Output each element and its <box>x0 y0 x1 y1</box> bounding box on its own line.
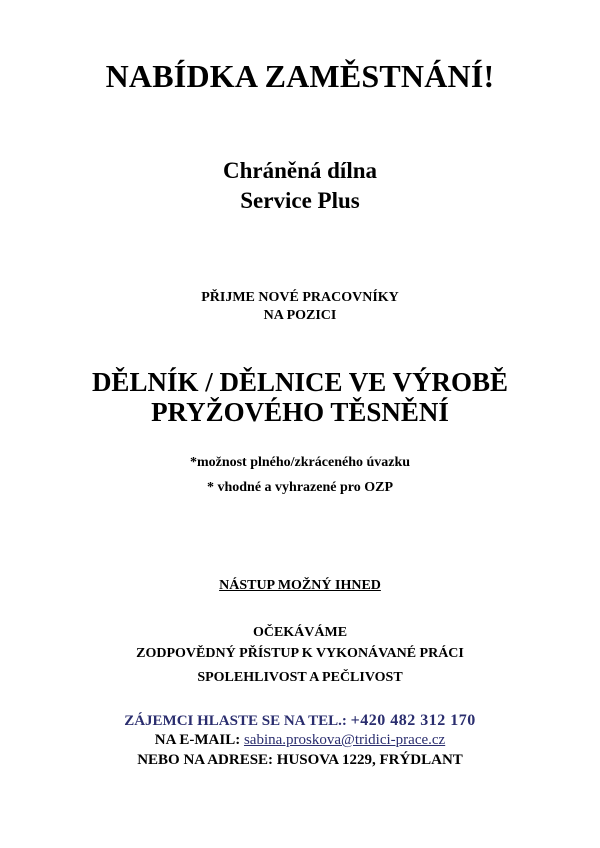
employer-name-line2: Service Plus <box>240 188 360 213</box>
note-workload: *možnost plného/zkráceného úvazku <box>189 455 411 470</box>
contact-address: NEBO NA ADRESE: HUSOVA 1229, FRÝDLANT <box>137 752 463 768</box>
employer-name-line1: Chráněná dílna <box>222 158 377 183</box>
page-title: NABÍDKA ZAMĚSTNÁNÍ! <box>105 58 495 94</box>
hiring-text-line2: NA POZICI <box>263 308 337 323</box>
contact-phone-row <box>0 712 600 730</box>
note-suitability: * vhodné a vyhrazené pro OZP <box>206 480 394 495</box>
expectation-item: ZODPOVĚDNÝ PŘÍSTUP K VYKONÁVANÉ PRÁCI <box>136 646 464 661</box>
position-title-line1: DĚLNÍK / DĚLNICE VE VÝROBĚ <box>91 367 509 397</box>
phone-number: +420 482 312 170 <box>350 712 476 729</box>
start-date-row <box>0 578 600 594</box>
expectation-item: SPOLEHLIVOST A PEČLIVOST <box>197 670 403 685</box>
start-date-text: NÁSTUP MOŽNÝ IHNED <box>219 578 381 593</box>
contact-email-row <box>0 732 600 749</box>
position-title-line2: PRYŽOVÉHO TĚSNĚNÍ <box>151 397 449 427</box>
expectations-heading: OČEKÁVÁME <box>252 625 348 640</box>
email-link[interactable]: sabina.proskova@tridici-prace.cz <box>243 732 446 748</box>
email-label: NA E-MAIL: <box>154 732 244 748</box>
hiring-text-line1: PŘIJME NOVÉ PRACOVNÍKY <box>201 290 399 305</box>
phone-label: ZÁJEMCI HLASTE SE NA TEL.: <box>124 713 351 729</box>
